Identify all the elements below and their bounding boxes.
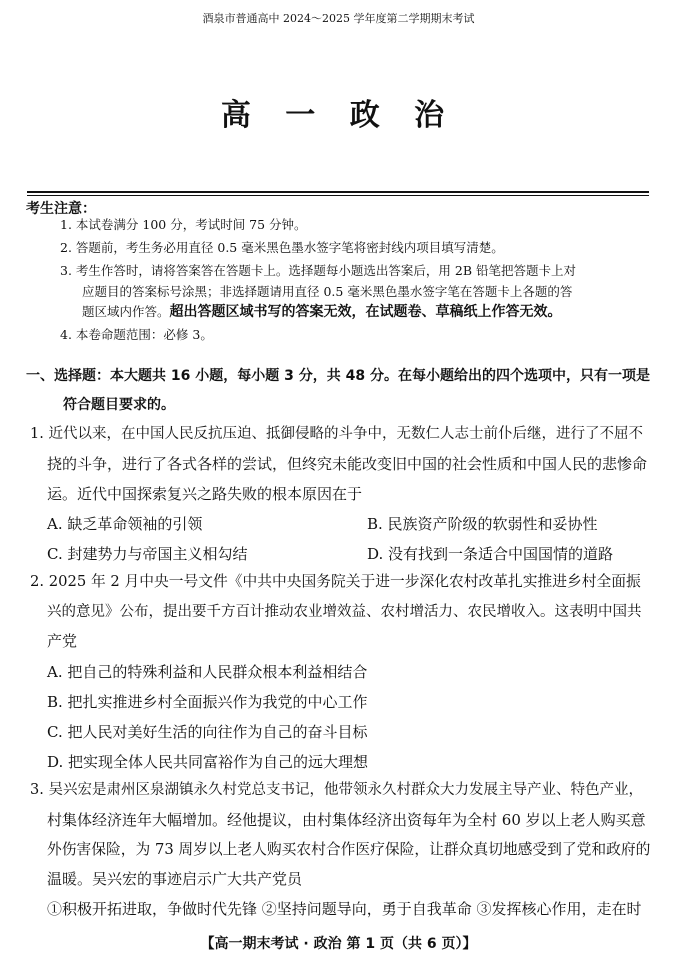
notice-item-3-line-1: 3. 考生作答时，请将答案答在答题卡上。选择题每小题选出答案后，用 2B 铅笔把答题卡上对 [60,263,576,278]
q2-stem-line-2: 兴的意见》公布，提出要千方百计推动农业增效益、农村增活力、农民增收入。这表明中国共 [47,604,642,620]
q1-option-b: B. 民族资产阶级的软弱性和妥协性 [367,515,598,533]
q3-stem-line-2: 村集体经济连年大幅增加。经他提议，由村集体经济出资每年为全村 60 岁以上老人购买意 [47,811,646,829]
q1-stem-line-3: 运。近代中国探索复兴之路失败的根本原因在于 [47,485,363,503]
section-1-heading-line-2: 符合题目要求的。 [63,397,175,413]
notice-item-3-line-3 [82,303,562,321]
header-divider-thick [27,191,649,193]
notice-item-1: 1. 本试卷满分 100 分，考试时间 75 分钟。 [60,217,307,232]
q3-stem-line-4: 温暖。吴兴宏的事迹启示广大共产党员 [47,870,303,888]
q2-option-c: C. 把人民对美好生活的向往作为自己的奋斗目标 [47,723,368,741]
notice-heading: 考生注意： [26,201,96,217]
header-divider-thin [27,195,649,196]
q3-stem-line-1: 3. 吴兴宏是肃州区泉湖镇永久村党总支书记，他带领永久村群众大力发展主导产业、特色产业， [30,782,643,798]
notice-item-2: 2. 答题前，考生务必用直径 0.5 毫米黑色墨水签字笔将密封线内项目填写清楚。 [60,240,504,255]
q2-stem-line-1: 2. 2025 年 2 月中央一号文件《中共中央国务院关于进一步深化农村改革扎实推进乡村全面振 [30,573,641,590]
q3-choices-line: ①积极开拓进取，争做时代先锋 ②坚持问题导向，勇于自我革命 ③发挥核心作用，走在时 [47,900,642,918]
q2-option-d: D. 把实现全体人民共同富裕作为自己的远大理想 [47,753,369,771]
q1-option-a: A. 缺乏革命领袖的引领 [47,515,203,533]
q3-stem-line-3: 外伤害保险，为 73 周岁以上老人购买农村合作医疗保险，让群众真切地感受到了党和政府的 [47,841,651,858]
q1-option-c: C. 封建势力与帝国主义相勾结 [47,545,248,563]
q2-option-a: A. 把自己的特殊利益和人民群众根本利益相结合 [47,663,368,681]
q2-stem-line-3: 产党 [47,632,78,650]
exam-title: 酒泉市普通高中 2024～2025 学年度第二学期期末考试 [202,12,475,25]
q1-stem-line-1: 1. 近代以来，在中国人民反抗压迫、抵御侵略的斗争中，无数仁人志士前仆后继，进行了不屈不 [30,426,643,442]
q1-stem-line-2: 挠的斗争，进行了各式各样的尝试，但终究未能改变旧中国的社会性质和中国人民的悲惨命 [47,455,648,473]
section-1-heading-line-1: 一、选择题：本大题共 16 小题，每小题 3 分，共 48 分。在每小题给出的四个选项中，只有一项是 [26,368,650,384]
subject-title: 高 一 政 治 [220,98,457,133]
q2-option-b: B. 把扎实推进乡村全面振兴作为我党的中心工作 [47,693,368,711]
q1-option-d: D. 没有找到一条适合中国国情的道路 [367,545,614,563]
notice-item-4: 4. 本卷命题范围：必修 3。 [60,327,213,342]
notice-item-3-line-2: 应题目的答案标号涂黑；非选择题请用直径 0.5 毫米黑色墨水签字笔在答题卡上各题的答 [82,284,573,299]
notice-item-3-normal-text: 题区域内作答。 [82,304,170,319]
notice-item-3-bold-warning: 超出答题区域书写的答案无效，在试题卷、草稿纸上作答无效。 [169,304,562,320]
page-footer: 【高一期末考试 · 政治 第 1 页（共 6 页）】 [200,936,477,952]
